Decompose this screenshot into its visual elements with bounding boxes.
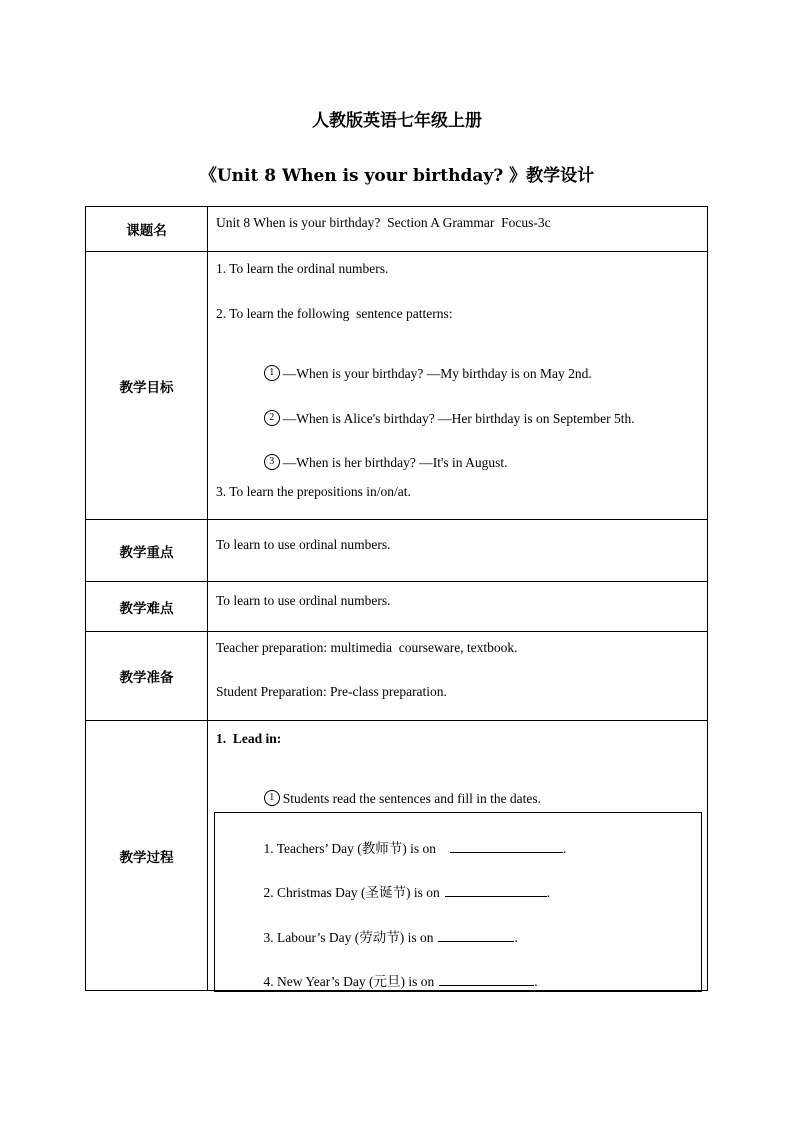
objective-1: 1. To learn the ordinal numbers. bbox=[216, 261, 389, 276]
teacher-preparation: Teacher preparation: multimedia courseware, textbook. bbox=[216, 640, 518, 655]
key-points-text: To learn to use ordinal numbers. bbox=[216, 537, 391, 552]
question-2-text: 2. Christmas Day (圣诞节) is on bbox=[263, 885, 440, 900]
question-2-period: . bbox=[546, 885, 551, 900]
task-1-text: Students read the sentences and fill in the dates. bbox=[282, 791, 542, 806]
pattern-3-text: —When is her birthday? —It's in August. bbox=[282, 455, 508, 470]
circled-number-task: 1 bbox=[264, 790, 280, 806]
answer-blank-2[interactable] bbox=[445, 884, 547, 897]
answer-blank-3[interactable] bbox=[438, 929, 514, 942]
lesson-plan-table bbox=[85, 206, 708, 991]
difficulties-text: To learn to use ordinal numbers. bbox=[216, 593, 391, 608]
preparation-row bbox=[86, 632, 708, 721]
circled-number-3: 3 bbox=[264, 454, 280, 470]
key-points-row bbox=[86, 520, 708, 582]
difficulties-label: 教学难点 bbox=[86, 582, 208, 632]
process-cell bbox=[208, 721, 708, 991]
question-3-period: . bbox=[514, 930, 518, 945]
objective-3: 3. To learn the prepositions in/on/at. bbox=[216, 484, 411, 499]
preparation-label: 教学准备 bbox=[86, 632, 208, 721]
question-1-text: 1. Teachers’ Day (教师节) is on bbox=[263, 841, 437, 856]
objectives-row bbox=[86, 252, 708, 520]
pattern-3 bbox=[230, 439, 508, 488]
process-label: 教学过程 bbox=[86, 721, 208, 991]
topic-row bbox=[86, 207, 708, 252]
difficulties-cell bbox=[208, 582, 708, 632]
objective-2: 2. To learn the following sentence patterns: bbox=[216, 306, 453, 321]
pattern-1 bbox=[230, 350, 592, 399]
question-4-period: . bbox=[534, 974, 538, 989]
objectives-label: 教学目标 bbox=[86, 252, 208, 520]
question-4-text: 4. New Year’s Day (元旦) is on bbox=[263, 974, 435, 989]
step-lead-in: 1. Lead in: bbox=[216, 731, 282, 746]
pattern-2 bbox=[230, 395, 635, 444]
preparation-cell bbox=[208, 632, 708, 721]
pattern-2-text: —When is Alice's birthday? —Her birthday is on September 5th. bbox=[282, 411, 635, 426]
document-subtitle: 《Unit 8 When is your birthday? 》教学设计 bbox=[199, 166, 595, 186]
key-points-label: 教学重点 bbox=[86, 520, 208, 582]
question-1-period: . bbox=[563, 841, 567, 856]
key-points-cell bbox=[208, 520, 708, 582]
topic-label: 课题名 bbox=[86, 207, 208, 252]
topic-cell bbox=[208, 207, 708, 252]
circled-number-2: 2 bbox=[264, 410, 280, 426]
pattern-1-text: —When is your birthday? —My birthday is on May 2nd. bbox=[282, 366, 592, 381]
question-4 bbox=[223, 954, 538, 1006]
objectives-cell bbox=[208, 252, 708, 520]
fill-in-box bbox=[214, 812, 702, 992]
difficulties-row bbox=[86, 582, 708, 632]
circled-number-1: 1 bbox=[264, 365, 280, 381]
student-preparation: Student Preparation: Pre-class preparation. bbox=[216, 684, 447, 699]
answer-blank-4[interactable] bbox=[439, 973, 534, 986]
answer-blank-1[interactable] bbox=[450, 840, 563, 853]
document-title: 人教版英语七年级上册 bbox=[312, 111, 482, 131]
process-row bbox=[86, 721, 708, 991]
question-3-text: 3. Labour’s Day (劳动节) is on bbox=[263, 930, 434, 945]
topic-text: Unit 8 When is your birthday? Section A Grammar Focus-3c bbox=[216, 215, 551, 230]
